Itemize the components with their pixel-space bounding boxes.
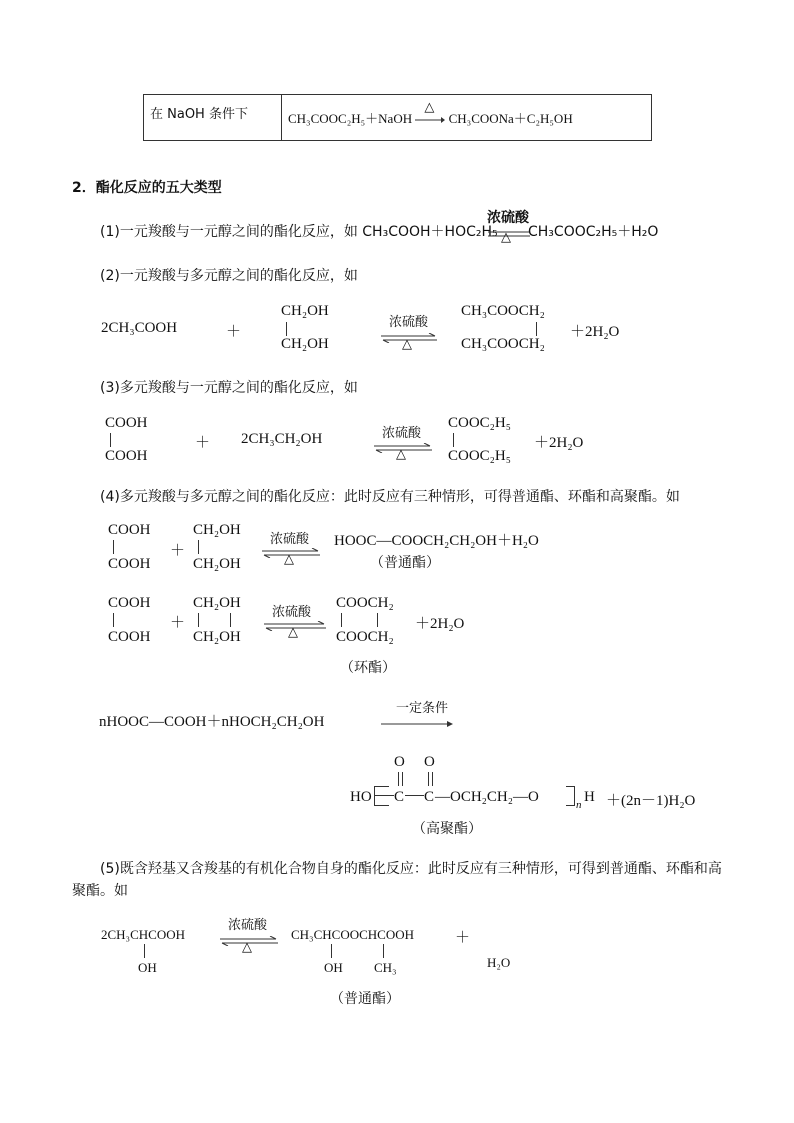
type4c-carbonyl-o1: O bbox=[394, 754, 405, 770]
type2-heat: △ bbox=[402, 336, 412, 351]
naoh-product: CH₃COONa＋C₂H₅OH bbox=[448, 110, 573, 126]
type4-label: (4)多元羧酸与多元醇之间的酯化反应：此时反应有三种情形，可得普通酯、环酯和高聚酯。如 bbox=[100, 489, 680, 505]
type5-product-bond-oh bbox=[331, 944, 332, 958]
type4c-bond-2 bbox=[405, 795, 424, 796]
type4c-bond-1 bbox=[374, 795, 394, 796]
type4a-acid-bond bbox=[113, 540, 114, 554]
type5-catalyst: 浓硫酸 bbox=[228, 918, 268, 933]
type4c-reactants: nHOOC—COOH＋nHOCH₂CH₂OH bbox=[99, 714, 325, 730]
type4a-catalyst: 浓硫酸 bbox=[270, 532, 310, 547]
type4b-acid-top: COOH bbox=[108, 595, 151, 611]
type3-acid-top: COOH bbox=[105, 415, 148, 431]
type4a-plus: ＋ bbox=[170, 543, 186, 559]
type3-water: ＋2H₂O bbox=[534, 435, 584, 451]
type3-catalyst: 浓硫酸 bbox=[382, 426, 422, 441]
type3-acid-bottom: COOH bbox=[105, 448, 148, 464]
type1-catalyst: 浓硫酸 bbox=[487, 210, 529, 226]
type3-heat: △ bbox=[396, 446, 406, 461]
type2-alcohol-bottom: CH₂OH bbox=[281, 336, 329, 352]
type4b-alcohol-bottom: CH₂OH bbox=[193, 629, 241, 645]
type4c-bracket-right bbox=[566, 786, 575, 806]
type5-water: H₂O bbox=[487, 955, 511, 970]
type3-alcohol: 2CH₃CH₂OH bbox=[241, 431, 323, 447]
type2-alcohol-top: CH₂OH bbox=[281, 303, 329, 319]
type4a-alcohol-top: CH₂OH bbox=[193, 522, 241, 538]
type5-product-ch3: CH₃ bbox=[374, 960, 397, 975]
type4c-double-bond-1a bbox=[398, 772, 399, 786]
naoh-arrow bbox=[415, 99, 445, 127]
type4b-product-bond-left bbox=[341, 613, 342, 627]
type4c-ester-name: （高聚酯） bbox=[412, 821, 482, 837]
type2-product-bottom: CH₃COOCH₂ bbox=[461, 336, 545, 352]
type3-label: (3)多元羧酸与一元醇之间的酯化反应，如 bbox=[100, 380, 358, 396]
type4b-alcohol-bond-left bbox=[198, 613, 199, 627]
type4b-ester-name: （环酯） bbox=[340, 660, 396, 676]
type4b-product-bottom: COOCH₂ bbox=[336, 629, 394, 645]
naoh-heat-symbol: △ bbox=[424, 99, 435, 114]
type5-ester-name: （普通酯） bbox=[330, 991, 400, 1007]
type1-heat: △ bbox=[501, 229, 511, 244]
type3-product-top: COOC₂H₅ bbox=[448, 415, 511, 431]
type4a-alcohol-bottom: CH₂OH bbox=[193, 556, 241, 572]
type5-heat: △ bbox=[242, 939, 252, 954]
type3-product-bottom: COOC₂H₅ bbox=[448, 448, 511, 464]
type4b-alcohol-top: CH₂OH bbox=[193, 595, 241, 611]
type4b-product-bond-right bbox=[377, 613, 378, 627]
type4a-heat: △ bbox=[284, 551, 294, 566]
type4c-chain: —OCH₂CH₂—O bbox=[435, 789, 539, 805]
type2-label: (2)一元羧酸与多元醇之间的酯化反应，如 bbox=[100, 268, 358, 284]
type2-acid: 2CH₃COOH bbox=[101, 320, 178, 336]
type3-acid-bond bbox=[110, 433, 111, 447]
type5-reactant-bond bbox=[144, 944, 145, 958]
type2-catalyst: 浓硫酸 bbox=[389, 315, 429, 330]
type4b-water: ＋2H₂O bbox=[415, 616, 465, 632]
type4c-double-bond-2b bbox=[432, 772, 433, 786]
type5-reactant-oh: OH bbox=[138, 960, 157, 975]
type4b-catalyst: 浓硫酸 bbox=[272, 605, 312, 620]
type4c-condition: 一定条件 bbox=[396, 701, 449, 716]
type4c-carbon-1: C bbox=[394, 789, 405, 805]
type4c-bracket-left bbox=[374, 786, 389, 806]
type4c-end-h: H bbox=[584, 789, 595, 805]
type1-label: (1)一元羧酸与一元醇之间的酯化反应，如 CH₃COOH＋HOC₂H₅ bbox=[100, 224, 498, 240]
type2-water: ＋2H₂O bbox=[570, 324, 620, 340]
naoh-reactant: CH₃COOC₂H₅＋NaOH bbox=[288, 110, 413, 126]
section-title: 2．酯化反应的五大类型 bbox=[72, 180, 222, 196]
type4c-double-bond-2a bbox=[428, 772, 429, 786]
type4c-repeat-n: n bbox=[576, 799, 582, 811]
type2-plus: ＋ bbox=[226, 324, 242, 340]
type4c-arrow bbox=[381, 714, 453, 733]
type4b-acid-bond bbox=[113, 613, 114, 627]
type5-reactant: 2CH₃CHCOOH bbox=[101, 927, 185, 942]
type4a-product: HOOC—COOCH₂CH₂OH＋H₂O bbox=[334, 533, 539, 549]
condition-table bbox=[143, 94, 652, 141]
type4b-product-top: COOCH₂ bbox=[336, 595, 394, 611]
type2-alcohol-bond bbox=[286, 322, 287, 336]
type3-product-bond bbox=[453, 433, 454, 447]
type4a-acid-top: COOH bbox=[108, 522, 151, 538]
type4b-heat: △ bbox=[288, 624, 298, 639]
naoh-equation bbox=[282, 95, 652, 141]
type2-product-top: CH₃COOCH₂ bbox=[461, 303, 545, 319]
type5-label-line1: (5)既含羟基又含羧基的有机化合物自身的酯化反应：此时反应有三种情形，可得到普通酯、环酯和高 bbox=[100, 861, 722, 877]
type4a-alcohol-bond bbox=[198, 540, 199, 554]
type4b-acid-bottom: COOH bbox=[108, 629, 151, 645]
condition-label: 在 NaOH 条件下 bbox=[144, 95, 282, 141]
type4c-end-ho: HO bbox=[350, 789, 372, 805]
type2-product-bond bbox=[536, 322, 537, 336]
type5-plus: ＋ bbox=[455, 930, 471, 946]
type4c-carbon-2: C bbox=[424, 789, 435, 805]
type5-product: CH₃CHCOOCHCOOH bbox=[291, 927, 414, 942]
type4c-carbonyl-o2: O bbox=[424, 754, 435, 770]
type4a-acid-bottom: COOH bbox=[108, 556, 151, 572]
type4c-water: ＋(2n－1)H₂O bbox=[606, 793, 696, 809]
type5-product-bond-ch3 bbox=[383, 944, 384, 958]
type1-product: CH₃COOC₂H₅＋H₂O bbox=[528, 224, 659, 240]
type4b-alcohol-bond-right bbox=[230, 613, 231, 627]
type4b-plus: ＋ bbox=[170, 615, 186, 631]
type4c-double-bond-1b bbox=[402, 772, 403, 786]
type4a-ester-name: （普通酯） bbox=[370, 555, 440, 571]
type5-label-line2: 聚酯。如 bbox=[72, 883, 128, 899]
type3-plus: ＋ bbox=[195, 435, 211, 451]
type5-product-oh: OH bbox=[324, 960, 343, 975]
